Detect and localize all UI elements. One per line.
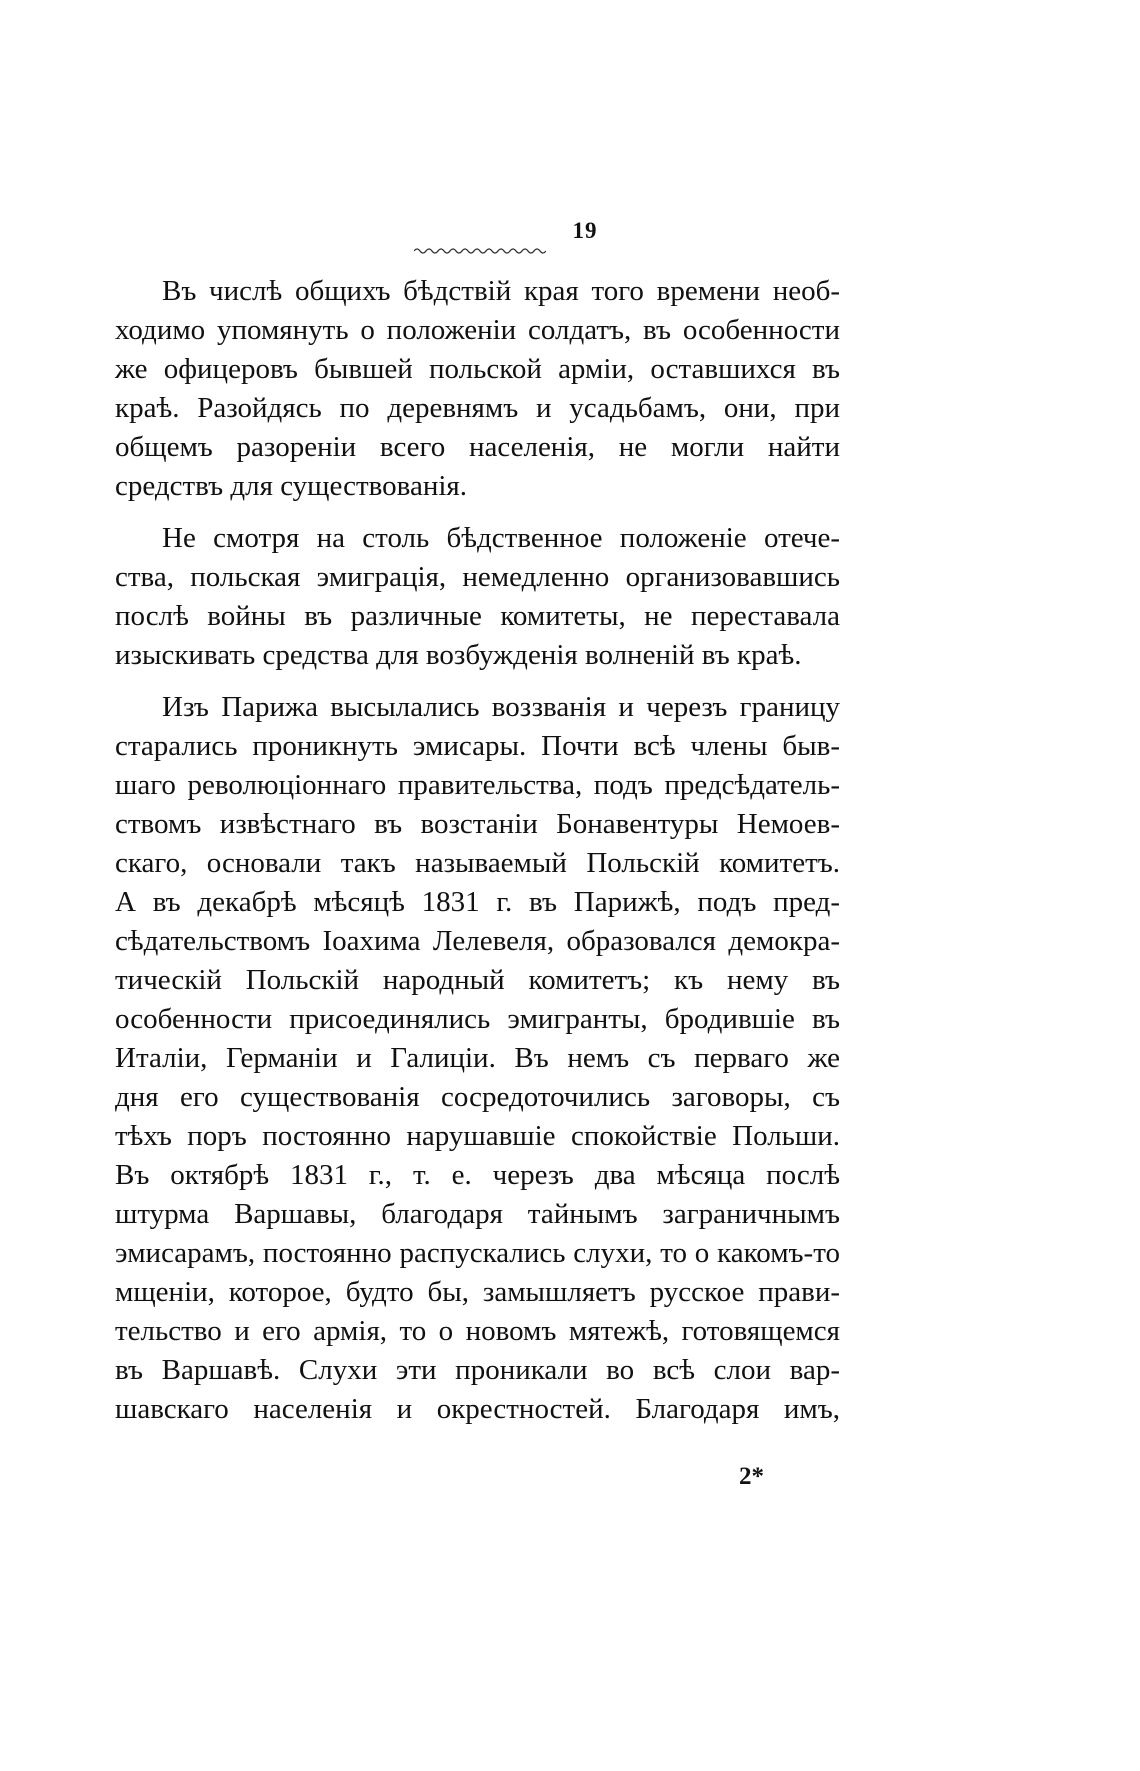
text-line: въ Варшавѣ. Слухи эти проникали во всѣ слои вар- bbox=[115, 1354, 840, 1386]
text-line: ходимо упомянуть о положеніи солдатъ, въ особенности bbox=[115, 314, 840, 346]
text-line: же офицеровъ бывшей польской арміи, оставшихся въ bbox=[115, 353, 840, 385]
paragraph-gap bbox=[115, 675, 840, 688]
text-line: штурма Варшавы, благодаря тайнымъ заграничнымъ bbox=[115, 1198, 840, 1230]
decorative-wavy-rule bbox=[414, 247, 546, 255]
text-line: краѣ. Разойдясь по деревнямъ и усадьбамъ, они, при bbox=[115, 392, 840, 424]
text-line: мщеніи, которое, будто бы, замышляетъ русское прави- bbox=[115, 1276, 840, 1308]
text-line: Въ октябрѣ 1831 г., т. е. черезъ два мѣсяца послѣ bbox=[115, 1159, 840, 1191]
text-line: А въ декабрѣ мѣсяцѣ 1831 г. въ Парижѣ, подъ пред- bbox=[115, 886, 840, 918]
text-line: сѣдательствомъ Іоахима Лелевеля, образовался демокра- bbox=[115, 925, 840, 957]
text-line: скаго, основали такъ называемый Польскій комитетъ. bbox=[115, 847, 840, 879]
text-line: тическій Польскій народный комитетъ; къ нему въ bbox=[115, 964, 840, 996]
text-line: шавскаго населенія и окрестностей. Благодаря имъ, bbox=[115, 1393, 840, 1425]
page-number: 19 bbox=[572, 218, 598, 243]
text-line: дня его существованія сосредоточились заговоры, съ bbox=[115, 1081, 840, 1113]
text-line: старались проникнуть эмисары. Почти всѣ члены быв- bbox=[115, 730, 840, 762]
text-line: средствъ для существованія. bbox=[115, 470, 467, 502]
text-line: Изъ Парижа высылались воззванія и черезъ границу bbox=[162, 691, 840, 723]
text-line: тельство и его армія, то о новомъ мятежѣ, готовящемся bbox=[115, 1315, 840, 1347]
text-line: особенности присоединялись эмигранты, бродившіе въ bbox=[115, 1003, 840, 1035]
paragraph-gap bbox=[115, 506, 840, 519]
text-line: Въ числѣ общихъ бѣдствій края того времени необ- bbox=[162, 275, 840, 307]
text-line: эмисарамъ, постоянно распускались слухи, то о какомъ-то bbox=[115, 1237, 840, 1269]
text-line: шаго революціоннаго правительства, подъ предсѣдатель- bbox=[115, 769, 840, 801]
page-header bbox=[0, 218, 1140, 244]
text-line: Италіи, Германіи и Галиціи. Въ немъ съ перваго же bbox=[115, 1042, 840, 1074]
text-line: изыскивать средства для возбужденія волненій въ краѣ. bbox=[115, 639, 802, 671]
text-line: послѣ войны въ различные комитеты, не переставала bbox=[115, 600, 840, 632]
signature-mark: 2* bbox=[739, 1463, 764, 1490]
text-line: ства, польская эмиграція, немедленно организовавшись bbox=[115, 561, 840, 593]
text-line: ствомъ извѣстнаго въ возстаніи Бонавентуры Немоев- bbox=[115, 808, 840, 840]
text-line: общемъ разореніи всего населенія, не могли найти bbox=[115, 431, 840, 463]
body-text bbox=[115, 272, 840, 1429]
text-line: Не смотря на столь бѣдственное положеніе отече- bbox=[162, 522, 840, 554]
text-line: тѣхъ поръ постоянно нарушавшіе спокойствіе Польши. bbox=[115, 1120, 840, 1152]
